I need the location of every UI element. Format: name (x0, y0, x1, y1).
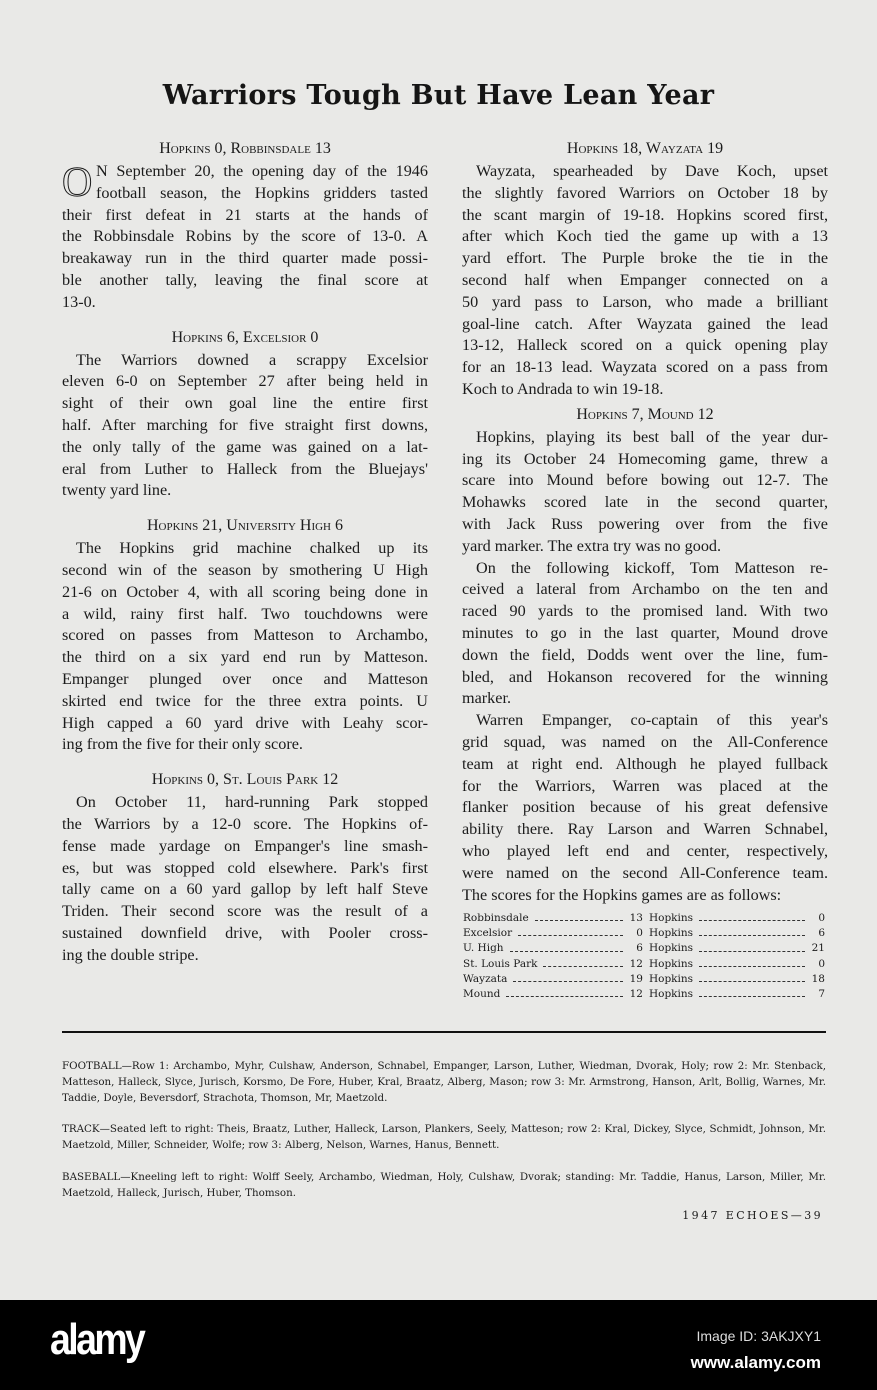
text-line: ceived a lateral from Archambo on the ten and (462, 580, 828, 599)
text-line: the Warriors by a 12-0 score. The Hopkins of- (62, 814, 428, 833)
team-score: 0 (818, 912, 825, 924)
team-cell (649, 926, 825, 941)
watermark-url: www.alamy.com (690, 1353, 821, 1372)
text-line: down the field, Dodds went over the line, fum- (462, 645, 828, 664)
text-line: Koch to Andrada to win 19-18. (462, 379, 664, 398)
text-line: bled, and Hokanson recovered for the winning (462, 667, 828, 686)
opponent-name: Excelsior (463, 927, 513, 940)
text-line: team at right end. Although he played fullback (462, 754, 828, 773)
score-row (463, 941, 825, 956)
score-row (463, 957, 825, 972)
text-line: yard marker. The extra try was no good. (462, 536, 722, 555)
text-line: minutes to go in the last quarter, Mound drove (462, 623, 828, 642)
text-line: ing its October 24 Homecoming game, threw a (462, 449, 828, 468)
opponent-cell (463, 987, 643, 1002)
text-line: flanker position because of his great defensive (462, 798, 828, 817)
leader-dots (699, 987, 805, 997)
text-line: football season, the Hopkins gridders tasted (96, 183, 428, 202)
opponent-cell (463, 957, 643, 972)
text-line: raced 90 yards to the promised land. With two (462, 602, 828, 621)
drop-cap: O (62, 163, 92, 203)
leader-dots (506, 987, 623, 997)
article-section (462, 403, 828, 907)
text-line: grid squad, was named on the All-Conference (462, 732, 828, 751)
score-row (463, 926, 825, 941)
team-name: Hopkins (648, 972, 694, 985)
leader-dots (513, 972, 623, 982)
track-caption: TRACK—Seated left to right: Theis, Braatz, Luther, Halleck, Larson, Plankers, Seely, Matteson; row 2: Kral, Dickey, Slyce, Schmidt, Johnson, Mr. Maetzold, Miller, Schneider, Wolfe; row 3: Alberg, Nelson, Warnes, Hanus, Bennett. (62, 1123, 826, 1151)
text-line: after which Koch tied the game up with a 13 (462, 227, 828, 246)
team-name: Hopkins (648, 942, 694, 955)
text-line: On the following kickoff, Tom Matteson re- (476, 558, 828, 577)
text-line: ability there. Ray Larson and Warren Schnabel, (462, 820, 828, 839)
opponent-name: St. Louis Park (463, 957, 538, 970)
text-line: sustained downfield drive, with Pooler cross- (62, 923, 428, 942)
text-line: 13-12, Halleck scored on a quick opening play (462, 336, 828, 355)
text-line: marker. (462, 689, 511, 708)
text-line: second win of the season by smothering U High (62, 560, 428, 579)
team-cell (649, 957, 825, 972)
article-section (62, 514, 428, 756)
text-line: Empanger plunged over once and Matteson (62, 669, 428, 688)
text-line: were named on the second All-Conference team. (462, 863, 828, 882)
article-section (462, 137, 828, 401)
text-line: High capped a 60 yard drive with Leahy scor- (62, 713, 428, 732)
opponent-score: 0 (636, 927, 643, 940)
text-line: second half when Empanger connected on a (462, 270, 828, 289)
text-line: for an 18-13 lead. Wayzata scored on a pass from (462, 358, 828, 377)
opponent-name: U. High (463, 942, 504, 955)
opponent-score: 6 (636, 942, 643, 955)
text-line: their first defeat in 21 starts at the hands of (62, 205, 428, 224)
right-column (462, 137, 828, 908)
text-line: for the Warriors, Warren was placed at the (462, 776, 828, 795)
text-line: ing from the five for their only score. (62, 735, 303, 754)
text-line: twenty yard line. (62, 481, 172, 500)
text-line: the only tally of the game was gained on a lat- (62, 437, 428, 456)
text-line: The Hopkins grid machine chalked up its (76, 539, 428, 558)
text-line: the scant margin of 19-18. Hopkins scored first, (462, 205, 828, 224)
team-cell (649, 941, 825, 956)
alamy-logo: alamy (50, 1315, 144, 1364)
text-line: Mohawks scored late in the second quarter, (462, 493, 828, 512)
team-name: Hopkins (648, 927, 694, 940)
opponent-cell (463, 911, 643, 926)
page-title: Warriors Tough But Have Lean Year (162, 80, 715, 111)
score-row (463, 972, 825, 987)
opponent-name: Mound (463, 987, 501, 1000)
section-heading: Hopkins 7, Mound 12 (576, 405, 714, 423)
text-line: N September 20, the opening day of the 1946 (96, 162, 428, 180)
opponent-name: Robbinsdale (463, 912, 529, 924)
text-line: ble another tally, leaving the final score at (62, 270, 428, 289)
leader-dots (543, 957, 623, 967)
text-line: On October 11, hard-running Park stopped (76, 793, 428, 812)
text-line: tally came on a 60 yard gallop by left half Steve (62, 880, 428, 899)
divider-rule (62, 1031, 826, 1033)
text-line: with Jack Russ powering over from the five (462, 514, 828, 533)
text-line: the third on a six yard end run by Matteson. (62, 648, 428, 667)
text-line: a wild, rainy first half. Two touchdowns were (62, 604, 428, 623)
opponent-score: 13 (629, 912, 643, 924)
section-heading: Hopkins 21, University High 6 (147, 517, 343, 535)
team-score: 6 (818, 927, 825, 940)
football-caption: FOOTBALL—Row 1: Archambo, Myhr, Culshaw, Anderson, Schnabel, Empanger, Larson, Luther, Wiedman, Dvorak, Holy; row 2: Mr. Stenback, Matteson, Halleck, Slyce, Jurisch, Korsmo, De Fore, Huber, Kral, Braatz, Alberg, Mason; row 3: Mr. Armstrong, Hanson, Arlt, Bollig, Warnes, Mr. Taddie, Doyle, Beversdorf, Strachota, Thomson, Mr, Maetzold. (62, 1060, 826, 1104)
team-name: Hopkins (648, 987, 694, 1000)
text-line: Hopkins, playing its best ball of the year dur- (476, 427, 828, 446)
section-heading: Hopkins 18, Wayzata 19 (566, 140, 724, 157)
watermark-bar (0, 1300, 877, 1390)
text-line: eleven 6-0 on September 27 after being held in (62, 372, 428, 391)
text-line: skirted end twice for the three extra points. U (62, 691, 428, 710)
text-line: who played left end and center, respectively, (462, 841, 828, 860)
section-heading: Hopkins 0, St. Louis Park 12 (151, 771, 339, 789)
team-score: 21 (811, 942, 825, 955)
opponent-cell (463, 972, 643, 987)
text-line: The scores for the Hopkins games are as follows: (462, 885, 782, 904)
text-line: yard effort. The Purple broke the tie in the (462, 249, 828, 268)
team-name: Hopkins (648, 912, 694, 924)
text-line: fense made yardage on Empanger's line smash- (62, 836, 428, 855)
opponent-cell (463, 941, 643, 956)
text-line: ing the double stripe. (62, 945, 199, 964)
text-line: sight of their own goal line the entire first (62, 394, 428, 413)
team-cell (649, 987, 825, 1002)
text-line: The Warriors downed a scrappy Excelsior (76, 350, 428, 369)
leader-dots (699, 972, 805, 982)
opponent-cell (463, 926, 643, 941)
team-cell (649, 911, 825, 926)
leader-dots (510, 941, 623, 951)
team-score: 0 (818, 957, 825, 970)
leader-dots (699, 911, 805, 921)
text-line: Triden. Their second score was the result of a (62, 902, 428, 921)
baseball-caption: BASEBALL—Kneeling left to right: Wolff Seely, Archambo, Wiedman, Holy, Culshaw, Dvorak; standing: Mr. Taddie, Hanus, Larson, Miller, Mr. Maetzold, Halleck, Jurisch, Huber, Thomson. (62, 1171, 826, 1199)
text-line: the Robbinsdale Robins by the score of 13-0. A (62, 227, 428, 246)
score-row (463, 911, 825, 926)
text-line: goal-line catch. After Wayzata gained the lead (462, 314, 828, 333)
left-column (62, 137, 428, 979)
team-name: Hopkins (648, 957, 694, 970)
text-line: Wayzata, spearheaded by Dave Koch, upset (476, 162, 828, 180)
leader-dots (535, 911, 623, 921)
opponent-score: 19 (629, 972, 643, 985)
article-section (62, 137, 428, 314)
page-folio: 1947 ECHOES—39 (682, 1209, 823, 1222)
text-line: eral from Luther to Halleck from the Bluejays' (62, 459, 428, 478)
opponent-score: 12 (629, 987, 643, 1000)
text-line: 50 yard pass to Larson, who made a brilliant (462, 292, 828, 311)
text-line: the slightly favored Warriors on October 18 by (462, 183, 828, 202)
scores-table (463, 911, 825, 1002)
image-id: Image ID: 3AKJXY1 (696, 1328, 821, 1344)
section-heading: Hopkins 0, Robbinsdale 13 (159, 140, 331, 157)
opponent-name: Wayzata (463, 972, 508, 985)
leader-dots (699, 926, 805, 936)
team-cell (649, 972, 825, 987)
text-line: es, but was stopped cold elsewhere. Park's first (62, 858, 428, 877)
article-section (62, 326, 428, 503)
leader-dots (699, 957, 805, 967)
section-heading: Hopkins 6, Excelsior 0 (171, 328, 319, 346)
team-score: 7 (818, 987, 825, 1000)
text-line: scare into Mound before bowing out 12-7. The (462, 471, 828, 490)
score-row (463, 987, 825, 1002)
text-line: scored on passes from Matteson to Archambo, (62, 626, 428, 645)
text-line: 21-6 on October 4, with all scoring being done in (62, 582, 428, 601)
text-line: Warren Empanger, co-captain of this year's (476, 711, 828, 730)
article-section (62, 768, 428, 966)
leader-dots (699, 941, 805, 951)
text-line: half. After marching for five straight first downs, (62, 415, 428, 434)
leader-dots (518, 926, 623, 936)
text-line: 13-0. (62, 292, 96, 311)
opponent-score: 12 (629, 957, 643, 970)
text-line: breakaway run in the third quarter made possi- (62, 249, 428, 268)
team-score: 18 (811, 972, 825, 985)
